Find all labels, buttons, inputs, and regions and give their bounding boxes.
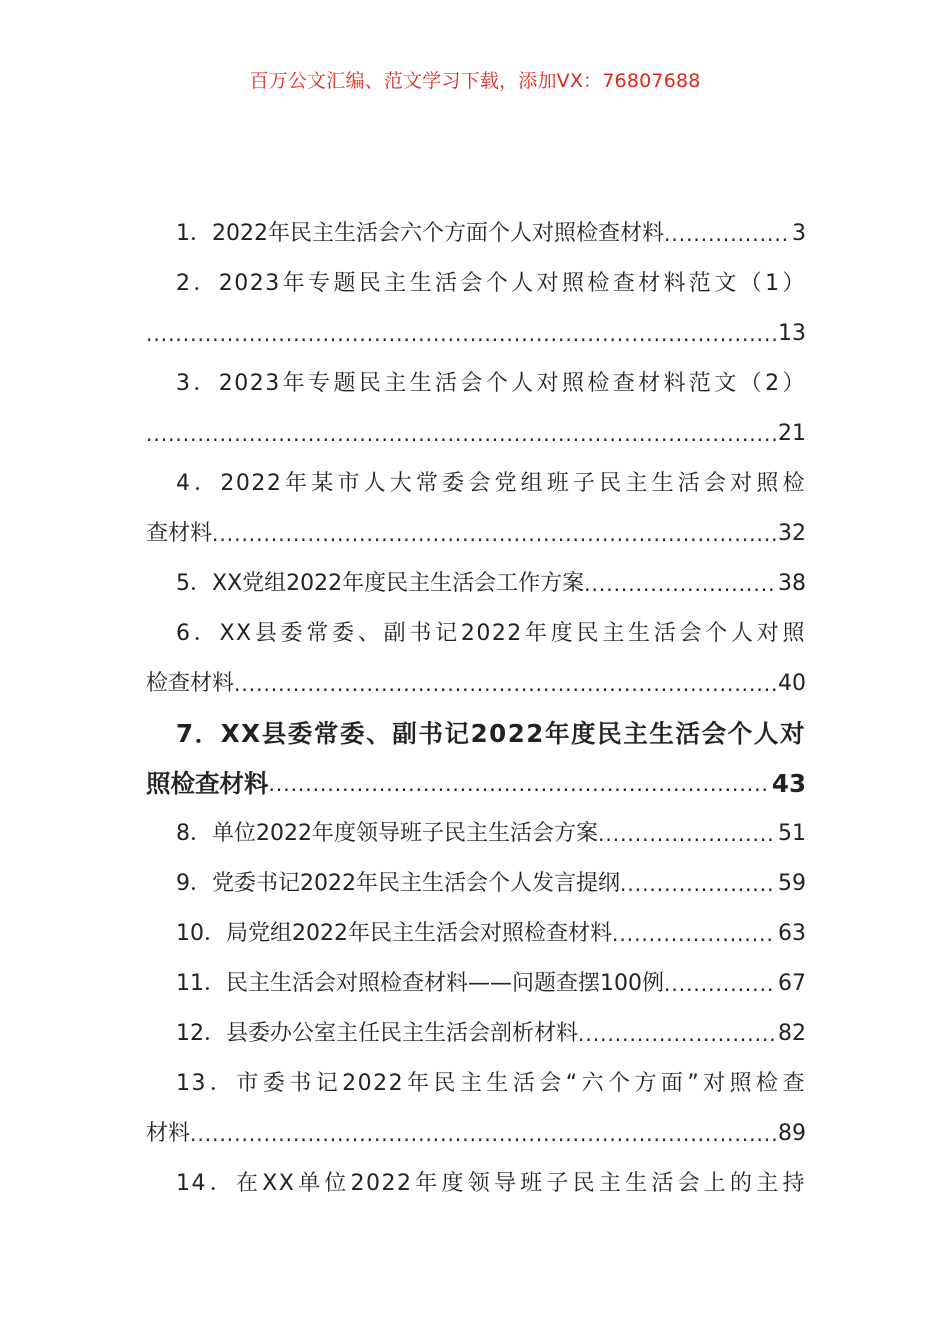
watermark-header: 百万公文汇编、范文学习下载，添加VX：76807688 xyxy=(249,70,701,92)
leader-dots xyxy=(598,809,776,859)
toc-page: 13 xyxy=(778,321,806,346)
toc-num: 10． xyxy=(176,921,226,946)
leader-dots xyxy=(234,659,776,709)
toc-num: 6． xyxy=(176,621,220,646)
toc-entry-9[interactable] xyxy=(146,859,806,909)
toc-num: 2． xyxy=(176,271,219,296)
leader-dots xyxy=(578,1009,776,1059)
toc-entry-3[interactable] xyxy=(146,359,806,409)
toc-entry-13-cont[interactable] xyxy=(146,1109,806,1159)
toc-entry-6[interactable] xyxy=(146,609,806,659)
toc-title: 党委书记2022年民主生活会个人发言提纲 xyxy=(212,871,620,896)
toc-page: 51 xyxy=(778,821,806,846)
toc-page: 59 xyxy=(778,871,806,896)
toc-title: XX县委常委、副书记2022年度民主生活会个人对照 xyxy=(219,621,806,646)
toc-entry-6-cont[interactable] xyxy=(146,659,806,709)
toc-num: 1． xyxy=(176,221,212,246)
toc-page: 63 xyxy=(778,921,806,946)
toc-num: 5． xyxy=(176,571,212,596)
toc-page: 89 xyxy=(778,1121,806,1146)
toc-title: 2023年专题民主生活会个人对照检查材料范文（1） xyxy=(218,271,806,296)
leader-dots xyxy=(146,309,776,359)
toc-entry-13[interactable] xyxy=(146,1059,806,1109)
toc-num: 12． xyxy=(176,1021,226,1046)
toc-entry-4[interactable] xyxy=(146,459,806,509)
toc-entry-7[interactable] xyxy=(146,709,806,759)
toc-entry-2-cont[interactable] xyxy=(146,309,806,359)
leader-dots xyxy=(212,509,776,559)
toc-page: 21 xyxy=(778,421,806,446)
toc-title: 单位2022年度领导班子民主生活会方案 xyxy=(212,821,598,846)
toc-entry-10[interactable] xyxy=(146,909,806,959)
leader-dots xyxy=(664,959,776,1009)
toc-entry-2[interactable] xyxy=(146,259,806,309)
toc-title: 2023年专题民主生活会个人对照检查材料范文（2） xyxy=(218,371,806,396)
toc-title: 局党组2022年民主生活会对照检查材料 xyxy=(226,921,612,946)
toc-entry-8[interactable] xyxy=(146,809,806,859)
toc-page: 38 xyxy=(778,571,806,596)
toc-page: 40 xyxy=(778,671,806,696)
leader-dots xyxy=(190,1109,776,1159)
leader-dots xyxy=(269,759,770,809)
toc-title: XX党组2022年度民主生活会工作方案 xyxy=(212,571,585,596)
toc-title: 2022年民主生活会六个方面个人对照检查材料 xyxy=(212,221,664,246)
toc-num: 9． xyxy=(176,871,212,896)
leader-dots xyxy=(612,909,776,959)
toc-num: 3． xyxy=(176,371,219,396)
toc-entry-5[interactable] xyxy=(146,559,806,609)
leader-dots xyxy=(146,409,776,459)
toc-entry-14[interactable] xyxy=(146,1159,806,1209)
toc-title: 县委办公室主任民主生活会剖析材料 xyxy=(226,1021,579,1046)
toc-title-cont: 检查材料 xyxy=(146,671,235,696)
toc-entry-4-cont[interactable] xyxy=(146,509,806,559)
toc-title-cont: 材料 xyxy=(146,1121,191,1146)
toc-num: 7． xyxy=(176,719,221,748)
toc-entry-11[interactable] xyxy=(146,959,806,1009)
toc-page: 3 xyxy=(792,221,806,246)
toc-num: 13． xyxy=(176,1071,237,1096)
toc-title: XX县委常委、副书记2022年度民主生活会个人对 xyxy=(220,719,806,748)
toc-entry-1[interactable] xyxy=(146,209,806,259)
toc-entry-7-cont[interactable] xyxy=(146,759,806,809)
leader-dots xyxy=(584,559,776,609)
toc-num: 11． xyxy=(176,971,226,996)
toc-title-cont: 查材料 xyxy=(146,521,213,546)
toc-entry-12[interactable] xyxy=(146,1009,806,1059)
toc-page: 67 xyxy=(778,971,806,996)
leader-dots xyxy=(664,209,790,259)
toc-page: 82 xyxy=(778,1021,806,1046)
leader-dots xyxy=(620,859,776,909)
toc-num: 14． xyxy=(176,1171,236,1196)
toc-entry-3-cont[interactable] xyxy=(146,409,806,459)
toc-page: 43 xyxy=(771,769,806,798)
toc-title: 在XX单位2022年度领导班子民主生活会上的主持 xyxy=(235,1171,806,1196)
toc-num: 8． xyxy=(176,821,212,846)
toc-title-cont: 照检查材料 xyxy=(146,769,269,798)
toc-num: 4． xyxy=(176,471,221,496)
toc-page: 32 xyxy=(778,521,806,546)
toc-title: 市委书记2022年民主生活会“六个方面”对照检查 xyxy=(236,1071,806,1096)
toc-title: 2022年某市人大常委会党组班子民主生活会对照检 xyxy=(220,471,806,496)
toc-title: 民主生活会对照检查材料——问题查摆100例 xyxy=(226,971,664,996)
table-of-contents xyxy=(146,209,806,1209)
